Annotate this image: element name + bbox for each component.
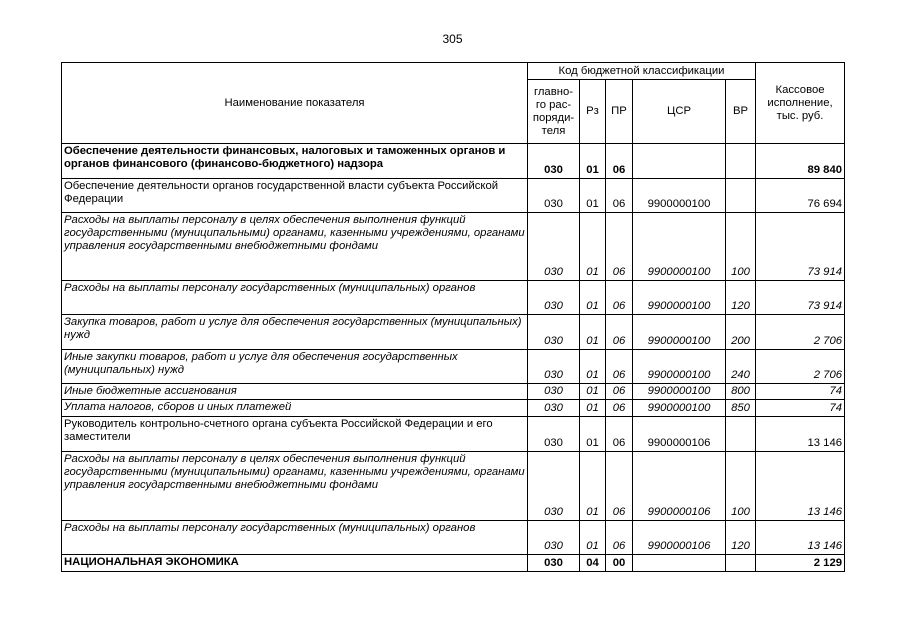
cell-csr: 9900000100 bbox=[633, 179, 726, 213]
cell-vr: 200 bbox=[726, 315, 756, 350]
cell-rz: 01 bbox=[580, 213, 606, 281]
cell-name: Обеспечение деятельности финансовых, налоговых и таможенных органов и органов финансового (финансово-бюджетного) надзора bbox=[62, 144, 528, 179]
cell-amount: 2 129 bbox=[756, 555, 845, 572]
cell-pr: 06 bbox=[606, 281, 633, 315]
cell-pr: 06 bbox=[606, 384, 633, 400]
header-vr: ВР bbox=[726, 80, 756, 144]
cell-rz: 01 bbox=[580, 452, 606, 521]
cell-csr: 9900000100 bbox=[633, 213, 726, 281]
cell-glavn: 030 bbox=[528, 400, 580, 417]
cell-csr: 9900000100 bbox=[633, 315, 726, 350]
cell-name: Иные закупки товаров, работ и услуг для обеспечения государственных (муниципальных) нужд bbox=[62, 350, 528, 384]
cell-name: Руководитель контрольно-счетного органа субъекта Российской Федерации и его заместители bbox=[62, 417, 528, 452]
cell-rz: 01 bbox=[580, 315, 606, 350]
cell-csr bbox=[633, 555, 726, 572]
cell-csr: 9900000100 bbox=[633, 350, 726, 384]
table-row bbox=[62, 555, 845, 572]
cell-csr: 9900000106 bbox=[633, 452, 726, 521]
cell-amount: 89 840 bbox=[756, 144, 845, 179]
cell-amount: 13 146 bbox=[756, 417, 845, 452]
cell-glavn: 030 bbox=[528, 315, 580, 350]
cell-rz: 01 bbox=[580, 417, 606, 452]
budget-table bbox=[61, 62, 845, 572]
cell-csr bbox=[633, 144, 726, 179]
cell-glavn: 030 bbox=[528, 555, 580, 572]
table-row bbox=[62, 400, 845, 417]
cell-pr: 06 bbox=[606, 350, 633, 384]
header-pr: ПР bbox=[606, 80, 633, 144]
cell-glavn: 030 bbox=[528, 384, 580, 400]
cell-pr: 06 bbox=[606, 400, 633, 417]
cell-vr bbox=[726, 555, 756, 572]
table-row bbox=[62, 213, 845, 281]
cell-glavn: 030 bbox=[528, 417, 580, 452]
cell-name: Расходы на выплаты персоналу в целях обеспечения выполнения функций государственными (муниципальными) органами, казенными учреждениями, органами управления государственными внебюджетными фондами bbox=[62, 213, 528, 281]
cell-glavn: 030 bbox=[528, 452, 580, 521]
cell-vr: 100 bbox=[726, 452, 756, 521]
header-rz: Рз bbox=[580, 80, 606, 144]
cell-amount: 13 146 bbox=[756, 521, 845, 555]
cell-amount: 76 694 bbox=[756, 179, 845, 213]
cell-pr: 06 bbox=[606, 417, 633, 452]
cell-csr: 9900000106 bbox=[633, 521, 726, 555]
cell-rz: 01 bbox=[580, 384, 606, 400]
table-row bbox=[62, 315, 845, 350]
cell-rz: 01 bbox=[580, 144, 606, 179]
cell-name: Обеспечение деятельности органов государственной власти субъекта Российской Федерации bbox=[62, 179, 528, 213]
table-row bbox=[62, 452, 845, 521]
cell-name: Уплата налогов, сборов и иных платежей bbox=[62, 400, 528, 417]
cell-vr: 120 bbox=[726, 521, 756, 555]
cell-glavn: 030 bbox=[528, 213, 580, 281]
table-row bbox=[62, 179, 845, 213]
table-row bbox=[62, 281, 845, 315]
cell-amount: 2 706 bbox=[756, 315, 845, 350]
cell-amount: 2 706 bbox=[756, 350, 845, 384]
cell-pr: 06 bbox=[606, 179, 633, 213]
table-row bbox=[62, 521, 845, 555]
cell-vr bbox=[726, 417, 756, 452]
cell-pr: 06 bbox=[606, 521, 633, 555]
page-number: 305 bbox=[442, 32, 463, 46]
table-row bbox=[62, 384, 845, 400]
cell-rz: 01 bbox=[580, 521, 606, 555]
cell-amount: 73 914 bbox=[756, 213, 845, 281]
cell-name: Иные бюджетные ассигнования bbox=[62, 384, 528, 400]
cell-csr: 9900000100 bbox=[633, 400, 726, 417]
cell-pr: 06 bbox=[606, 315, 633, 350]
cell-pr: 06 bbox=[606, 213, 633, 281]
cell-glavn: 030 bbox=[528, 281, 580, 315]
cell-glavn: 030 bbox=[528, 179, 580, 213]
cell-pr: 06 bbox=[606, 144, 633, 179]
cell-amount: 73 914 bbox=[756, 281, 845, 315]
cell-vr bbox=[726, 144, 756, 179]
cell-amount: 74 bbox=[756, 400, 845, 417]
cell-pr: 00 bbox=[606, 555, 633, 572]
cell-name: Расходы на выплаты персоналу государственных (муниципальных) органов bbox=[62, 281, 528, 315]
cell-vr: 120 bbox=[726, 281, 756, 315]
header-name: Наименование показателя bbox=[62, 63, 528, 144]
cell-name: Расходы на выплаты персоналу в целях обеспечения выполнения функций государственными (муниципальными) органами, казенными учреждениями, органами управления государственными внебюджетными фондами bbox=[62, 452, 528, 521]
table-body bbox=[62, 144, 845, 572]
cell-glavn: 030 bbox=[528, 350, 580, 384]
cell-name: Расходы на выплаты персоналу государственных (муниципальных) органов bbox=[62, 521, 528, 555]
cell-pr: 06 bbox=[606, 452, 633, 521]
cell-amount: 13 146 bbox=[756, 452, 845, 521]
cell-rz: 04 bbox=[580, 555, 606, 572]
cell-rz: 01 bbox=[580, 350, 606, 384]
cell-amount: 74 bbox=[756, 384, 845, 400]
table-row bbox=[62, 144, 845, 179]
header-amount: Кассовое исполнение, тыс. руб. bbox=[756, 63, 845, 144]
cell-csr: 9900000106 bbox=[633, 417, 726, 452]
header-csr: ЦСР bbox=[633, 80, 726, 144]
cell-glavn: 030 bbox=[528, 144, 580, 179]
cell-csr: 9900000100 bbox=[633, 281, 726, 315]
header-code-group: Код бюджетной классификации bbox=[528, 63, 756, 80]
cell-vr: 100 bbox=[726, 213, 756, 281]
cell-name: НАЦИОНАЛЬНАЯ ЭКОНОМИКА bbox=[62, 555, 528, 572]
cell-rz: 01 bbox=[580, 179, 606, 213]
cell-vr bbox=[726, 179, 756, 213]
cell-vr: 240 bbox=[726, 350, 756, 384]
table-row bbox=[62, 417, 845, 452]
table-row bbox=[62, 350, 845, 384]
cell-vr: 850 bbox=[726, 400, 756, 417]
cell-rz: 01 bbox=[580, 400, 606, 417]
cell-rz: 01 bbox=[580, 281, 606, 315]
cell-vr: 800 bbox=[726, 384, 756, 400]
header-glavn: главно-го рас-поряди-теля bbox=[528, 80, 580, 144]
cell-name: Закупка товаров, работ и услуг для обеспечения государственных (муниципальных) нужд bbox=[62, 315, 528, 350]
cell-csr: 9900000100 bbox=[633, 384, 726, 400]
cell-glavn: 030 bbox=[528, 521, 580, 555]
